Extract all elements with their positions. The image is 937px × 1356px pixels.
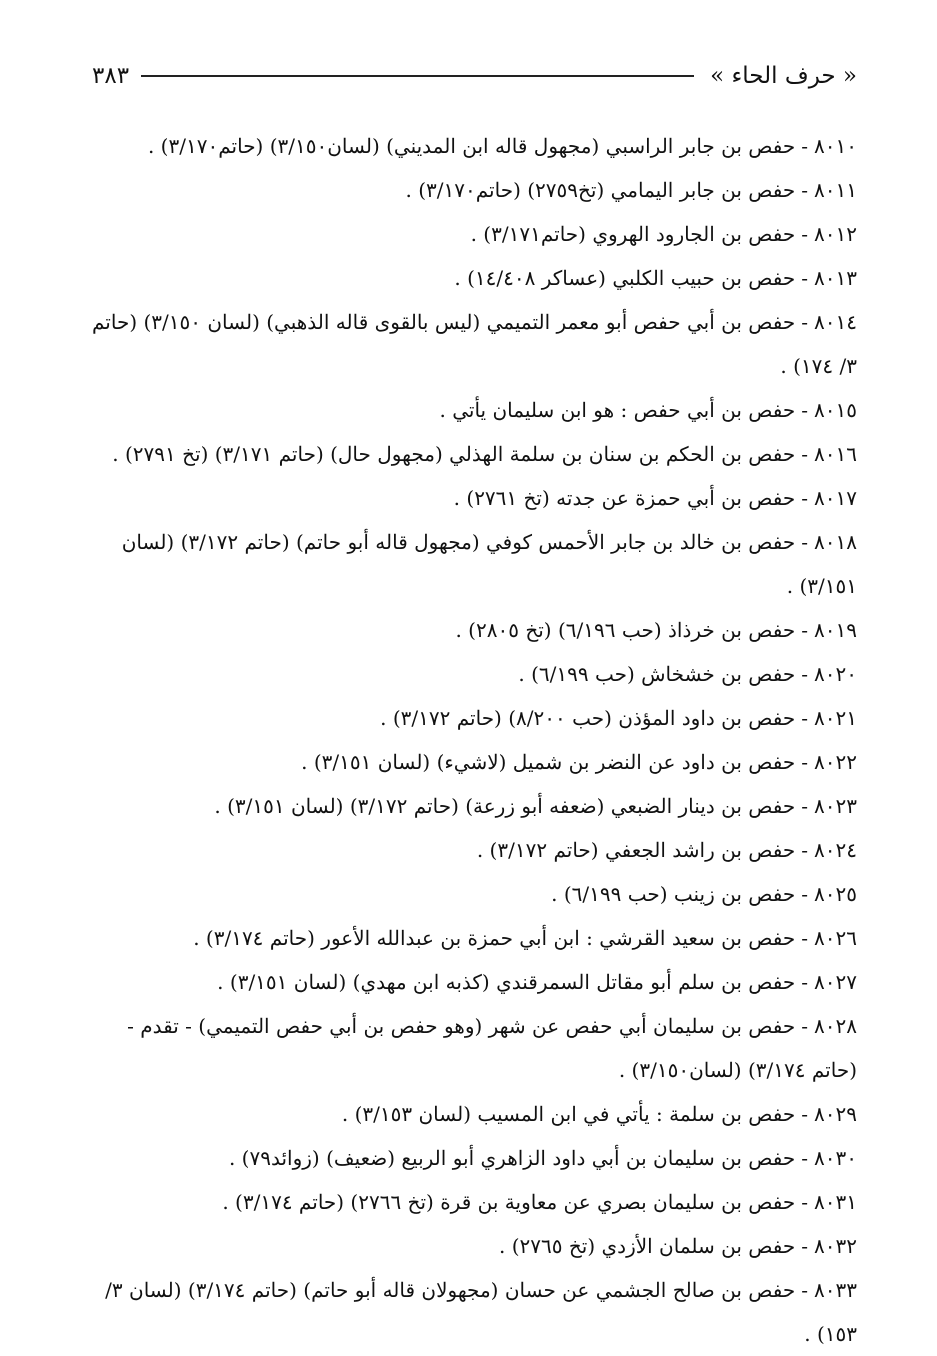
entry	[92, 168, 857, 212]
entry-text: حفص بن خالد بن جابر الأحمس كوفي (مجهول قاله أبو حاتم) (حاتم ٣/١٧٢) (لسان ٣/١٥١) .	[121, 530, 857, 598]
entry-number: ٨٠٣٣	[814, 1278, 857, 1302]
entry-number: ٨٠٢١	[814, 706, 857, 730]
entry-text: حفص بن زينب (حب ٦/١٩٩) .	[551, 882, 796, 906]
entry-dash: -	[801, 486, 809, 510]
entry-dash: -	[801, 838, 809, 862]
entry-text: حفص بن خرذاذ (حب ٦/١٩٦) (تخ ٢٨٠٥) .	[455, 618, 796, 642]
entry-number: ٨٠١٦	[814, 442, 857, 466]
entry-dash: -	[801, 706, 809, 730]
entry	[92, 1136, 857, 1180]
entry-dash: -	[801, 398, 809, 422]
entry-dash: -	[801, 266, 809, 290]
entry	[92, 1268, 857, 1356]
entry	[92, 1180, 857, 1224]
entry	[92, 300, 857, 388]
entry-text: حفص بن داود عن النضر بن شميل (لاشيء) (لسان ٣/١٥١) .	[301, 750, 796, 774]
entry-number: ٨٠١٣	[814, 266, 857, 290]
entry	[92, 432, 857, 476]
entry	[92, 1004, 857, 1092]
entry-dash: -	[801, 222, 809, 246]
entry-number: ٨٠٢٩	[814, 1102, 857, 1126]
entry-number: ٨٠٢٧	[814, 970, 857, 994]
entry-number: ٨٠١١	[814, 178, 857, 202]
entry-dash: -	[801, 1014, 809, 1038]
entry	[92, 1092, 857, 1136]
entry-number: ٨٠٢٦	[814, 926, 857, 950]
entry-dash: -	[801, 1102, 809, 1126]
entry-dash: -	[801, 882, 809, 906]
entry-text: حفص بن جابر اليمامي (تخ٢٧٥٩) (حاتم٣/١٧٠) .	[405, 178, 796, 202]
entry	[92, 608, 857, 652]
entry-text: حفص بن صالح الجشمي عن حسان (مجهولان قاله أبو حاتم) (حاتم ٣/١٧٤) (لسان ٣/ ١٥٣) .	[105, 1278, 857, 1346]
entry-dash: -	[801, 178, 809, 202]
entry-number: ٨٠٣١	[814, 1190, 857, 1214]
entry-text: حفص بن الجارود الهروي (حاتم٣/١٧١) .	[470, 222, 796, 246]
entry	[92, 124, 857, 168]
header-rule	[141, 75, 694, 77]
entry-text: حفص بن سلمة : يأتي في ابن المسيب (لسان ٣/١٥٣) .	[341, 1102, 796, 1126]
entry-dash: -	[801, 1278, 809, 1302]
entry-dash: -	[801, 1190, 809, 1214]
entry-dash: -	[801, 1234, 809, 1258]
page-number: ٣٨٣	[92, 63, 130, 89]
entry-number: ٨٠٣٢	[814, 1234, 857, 1258]
entry-number: ٨٠٢٣	[814, 794, 857, 818]
chapter-title: « حرف الحاء »	[710, 63, 857, 89]
entry-number: ٨٠٢٥	[814, 882, 857, 906]
entry-text: حفص بن خشخاش (حب ٦/١٩٩) .	[518, 662, 796, 686]
entry-text: حفص بن راشد الجعفي (حاتم ٣/١٧٢) .	[476, 838, 796, 862]
entry-text: حفص بن سليمان بن أبي داود الزاهري أبو الربيع (ضعيف) (زوائد٧٩) .	[228, 1146, 796, 1170]
entry-text: حفص بن دينار الضبعي (ضعفه أبو زرعة) (حاتم ٣/١٧٢) (لسان ٣/١٥١) .	[214, 794, 796, 818]
entry	[92, 476, 857, 520]
entry	[92, 828, 857, 872]
entry-text: حفص بن حبيب الكلبي (عساكر ١٤/٤٠٨) .	[454, 266, 796, 290]
entry	[92, 212, 857, 256]
entry	[92, 916, 857, 960]
entry-number: ٨٠١٩	[814, 618, 857, 642]
entry	[92, 256, 857, 300]
entry-number: ٨٠٢٤	[814, 838, 857, 862]
entry-dash: -	[801, 1146, 809, 1170]
entry-text: حفص بن سليمان بصري عن معاوية بن قرة (تخ ٢٧٦٦) (حاتم ٣/١٧٤) .	[222, 1190, 796, 1214]
entry-dash: -	[801, 926, 809, 950]
entry-text: حفص بن داود المؤذن (حب ٨/٢٠٠) (حاتم ٣/١٧٢) .	[380, 706, 796, 730]
entry-text: حفص بن أبي حفص : هو ابن سليمان يأتي .	[439, 398, 796, 422]
entry-number: ٨٠٣٠	[814, 1146, 857, 1170]
entry-number: ٨٠١٤	[814, 310, 857, 334]
entry-text: حفص بن سلمان الأزدي (تخ ٢٧٦٥) .	[499, 1234, 796, 1258]
entry-text: حفص بن الحكم بن سنان بن سلمة الهذلي (مجهول حال) (حاتم ٣/١٧١) (تخ ٢٧٩١) .	[112, 442, 796, 466]
entry-number: ٨٠٢٨	[814, 1014, 857, 1038]
entry-dash: -	[801, 310, 809, 334]
entry-dash: -	[801, 750, 809, 774]
entry-dash: -	[801, 794, 809, 818]
entry-number: ٨٠١٥	[814, 398, 857, 422]
entry-dash: -	[801, 442, 809, 466]
running-header	[92, 58, 857, 94]
entry-text: حفص بن سعيد القرشي : ابن أبي حمزة بن عبدالله الأعور (حاتم ٣/١٧٤) .	[193, 926, 796, 950]
entry-text: حفص بن جابر الراسبي (مجهول قاله ابن المديني) (لسان٣/١٥٠) (حاتم٣/١٧٠) .	[147, 134, 796, 158]
entry-dash: -	[801, 662, 809, 686]
entry-text: حفص بن سلم أبو مقاتل السمرقندي (كذبه ابن مهدي) (لسان ٣/١٥١) .	[217, 970, 796, 994]
entry-number: ٨٠٢٢	[814, 750, 857, 774]
entry-dash: -	[801, 618, 809, 642]
entry-number: ٨٠٢٠	[814, 662, 857, 686]
entry	[92, 520, 857, 608]
entry-number: ٨٠١٠	[814, 134, 857, 158]
entry	[92, 784, 857, 828]
entry-text: حفص بن أبي حمزة عن جدته (تخ ٢٧٦١) .	[453, 486, 796, 510]
entry-number: ٨٠١٧	[814, 486, 857, 510]
entry-dash: -	[801, 970, 809, 994]
entry	[92, 960, 857, 1004]
entry-text: حفص بن سليمان أبي حفص عن شهر (وهو حفص بن أبي حفص التميمي) - تقدم - (حاتم ٣/١٧٤) (لسان٣/١٥٠) .	[127, 1014, 857, 1082]
entry	[92, 740, 857, 784]
entry-number: ٨٠١٢	[814, 222, 857, 246]
entry	[92, 652, 857, 696]
entry	[92, 872, 857, 916]
entry	[92, 1224, 857, 1268]
entry-number: ٨٠١٨	[814, 530, 857, 554]
entry-list	[92, 124, 857, 1356]
entry	[92, 696, 857, 740]
entry	[92, 388, 857, 432]
entry-text: حفص بن أبي حفص أبو معمر التميمي (ليس بالقوى قاله الذهبي) (لسان ٣/١٥٠) (حاتم ٣/ ١٧٤) .	[92, 310, 857, 378]
entry-dash: -	[801, 134, 809, 158]
entry-dash: -	[801, 530, 809, 554]
